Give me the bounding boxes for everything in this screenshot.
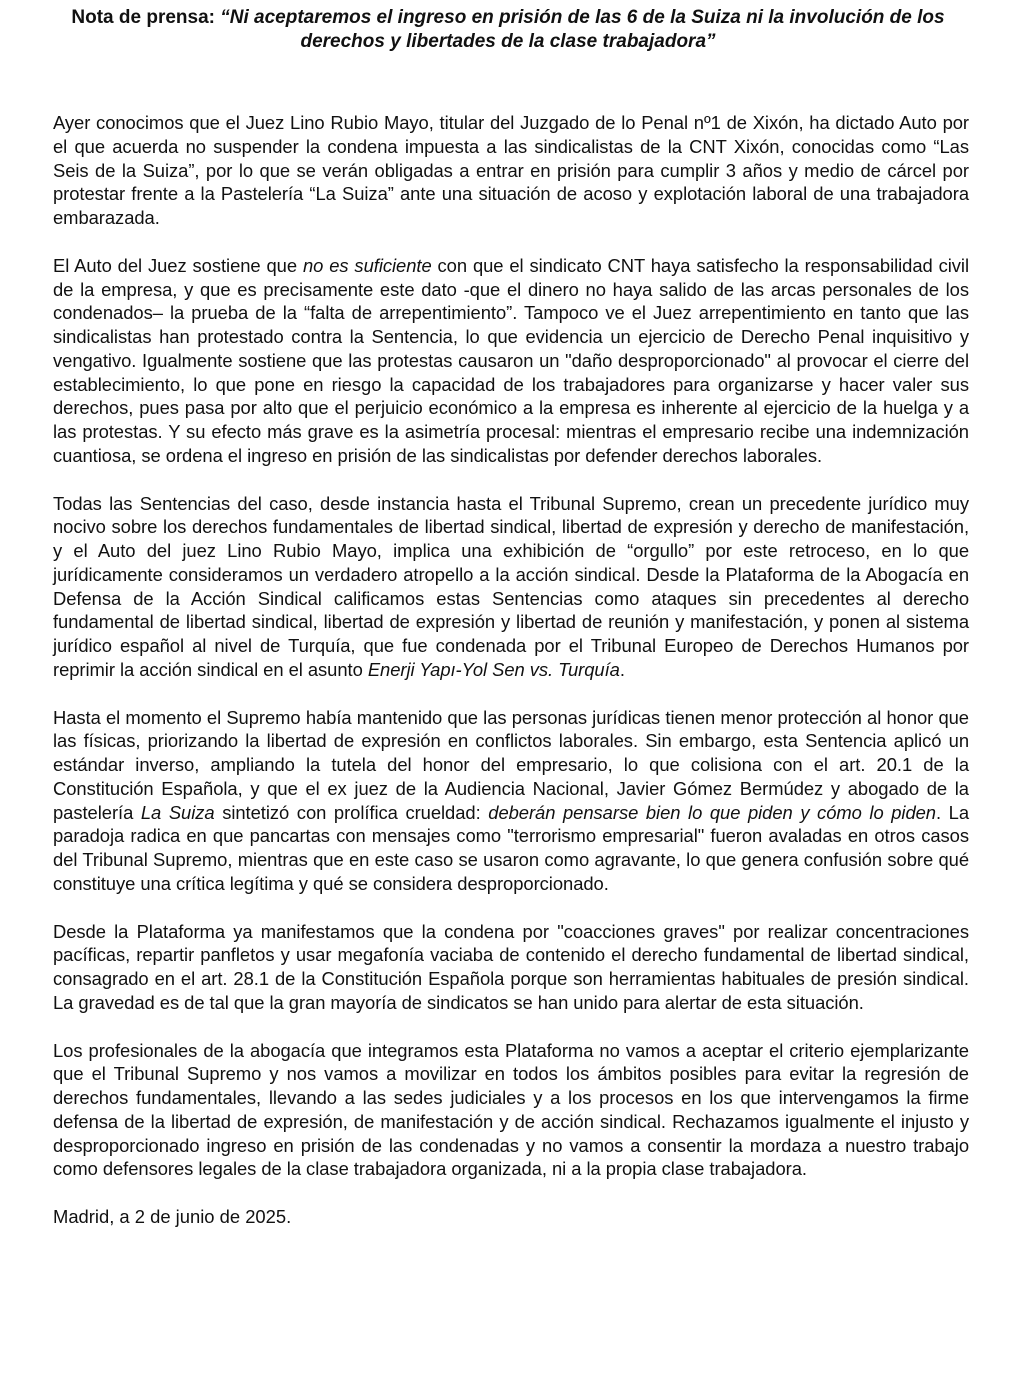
paragraph-2 <box>53 254 969 468</box>
paragraph-5-text: Desde la Plataforma ya manifestamos que la condena por "coacciones graves" por realizar concentraciones pacíficas, repartir panfletos y usar megafonía vaciaba de contenido el derecho fundamental de libertad sindical, consagrado en el art. 28.1 de la Constitución Española porque son herramientas habituales de presión sindical. La gravedad es de tal que la gran mayoría de sindicatos se han unido para alertar de esta situación. <box>53 920 969 1013</box>
paragraph-1-text: Ayer conocimos que el Juez Lino Rubio Mayo, titular del Juzgado de lo Penal nº1 de Xixón, ha dictado Auto por el que acuerda no suspender la condena impuesta a las sindicalistas de la CNT Xixón, conocidas como “Las Seis de la Suiza”, por lo que se verán obligadas a entrar en prisión para cumplir 3 años y medio de cárcel por protestar frente a la Pastelería “La Suiza” ante una situación de acoso y explotación laboral de una trabajadora embarazada. <box>53 112 969 228</box>
signoff-date-line: Madrid, a 2 de junio de 2025. <box>53 1206 292 1227</box>
press-release-body <box>53 111 969 1229</box>
paragraph-4-text-a: Hasta el momento el Supremo había mantenido que las personas jurídicas tienen menor protección al honor que las físicas, priorizando la libertad de expresión en conflictos laborales. Sin embargo, esta Sentencia aplicó un estándar inverso, ampliando la tutela del honor del empresario, lo que colisiona con el art. 20.1 de la Constitución Española, y que el ex juez de la Audiencia Nacional, Javier Gómez Bermúdez y abogado de la pastelería <box>53 706 969 823</box>
paragraph-2-emphasis: no es suficiente <box>302 254 432 276</box>
paragraph-3 <box>53 492 969 682</box>
paragraph-3-case-name: Enerji Yapı-Yol Sen vs. Turquía <box>367 658 620 680</box>
paragraph-1 <box>53 111 969 230</box>
page-title <box>67 6 949 53</box>
paragraph-2-text-c: con que el sindicato CNT haya satisfecho la responsabilidad civil de la empresa, y que es precisamente este dato -que el dinero no haya salido de las arcas personales de los condenados– la prueba de la “falta de arrepentimiento”. Tampoco ve el Juez arrepentimiento en tanto que las sindicalistas han protestado contra la Sentencia, lo que evidencia un ejercicio de Derecho Penal inquisitivo y vengativo. Igualmente sostiene que las protestas causaron un "daño desproporcionado" al provocar el cierre del establecimiento, lo que pone en riesgo la capacidad de los trabajadores para organizarse y hacer valer sus derechos, pues pasa por alto que el perjuicio económico a la empresa es inherente al ejercicio de la huelga y a las protestas. Y su efecto más grave es la asimetría procesal: mientras el empresario recibe una indemnización cuantiosa, se ordena el ingreso en prisión de las sindicalistas por defender derechos laborales. <box>53 254 970 466</box>
paragraph-6 <box>53 1039 969 1182</box>
paragraph-4-text-e: . La paradoja radica en que pancartas con mensajes como "terrorismo empresarial" fueron avaladas en otros casos del Tribunal Supremo, mientras que en este caso se usaron como agravante, lo que genera confusión sobre qué constituye una crítica legítima y qué se considera desproporcionado. <box>53 801 970 894</box>
title-prefix: Nota de prensa: <box>71 7 221 28</box>
title-quote: “Ni aceptaremos el ingreso en prisión de las 6 de la Suiza ni la involución de los derechos y libertades de la clase trabajadora” <box>220 7 945 52</box>
paragraph-4 <box>53 706 969 896</box>
paragraph-6-text: Los profesionales de la abogacía que integramos esta Plataforma no vamos a aceptar el criterio ejemplarizante que el Tribunal Supremo y nos vamos a movilizar en todos los ámbitos posibles para evitar la regresión de derechos fundamentales, llevando a las sedes judiciales y a los procesos en los que intervengamos la firme defensa de la libertad de expresión, de manifestación y de acción sindical. Rechazamos igualmente el injusto y desproporcionado ingreso en prisión de las condenadas y no vamos a consentir la mordaza a nuestro trabajo como defensores legales de la clase trabajadora organizada, ni a la propia clase trabajadora. <box>53 1039 969 1180</box>
paragraph-5 <box>53 920 969 1015</box>
paragraph-4-quote: deberán pensarse bien lo que piden y cómo lo piden <box>488 801 936 823</box>
paragraph-4-text-c: sintetizó con prolífica crueldad: <box>214 801 489 823</box>
paragraph-3-text-a: Todas las Sentencias del caso, desde instancia hasta el Tribunal Supremo, crean un precedente jurídico muy nocivo sobre los derechos fundamentales de libertad sindical, libertad de expresión y derecho de manifestación, y el Auto del juez Lino Rubio Mayo, implica una exhibición de “orgullo” por este retroceso, en lo que jurídicamente consideramos un verdadero atropello a la acción sindical. Desde la Plataforma de la Abogacía en Defensa de la Acción Sindical calificamos estas Sentencias como ataques sin precedentes al derecho fundamental de libertad sindical, libertad de expresión y libertad de reunión y manifestación, y ponen al sistema jurídico español al nivel de Turquía, que fue condenada por el Tribunal Europeo de Derechos Humanos por reprimir la acción sindical en el asunto <box>53 492 969 680</box>
paragraph-4-company-name: La Suiza <box>140 801 215 823</box>
paragraph-3-text-c: . <box>619 658 625 680</box>
paragraph-2-text-a: El Auto del Juez sostiene que <box>53 254 303 276</box>
